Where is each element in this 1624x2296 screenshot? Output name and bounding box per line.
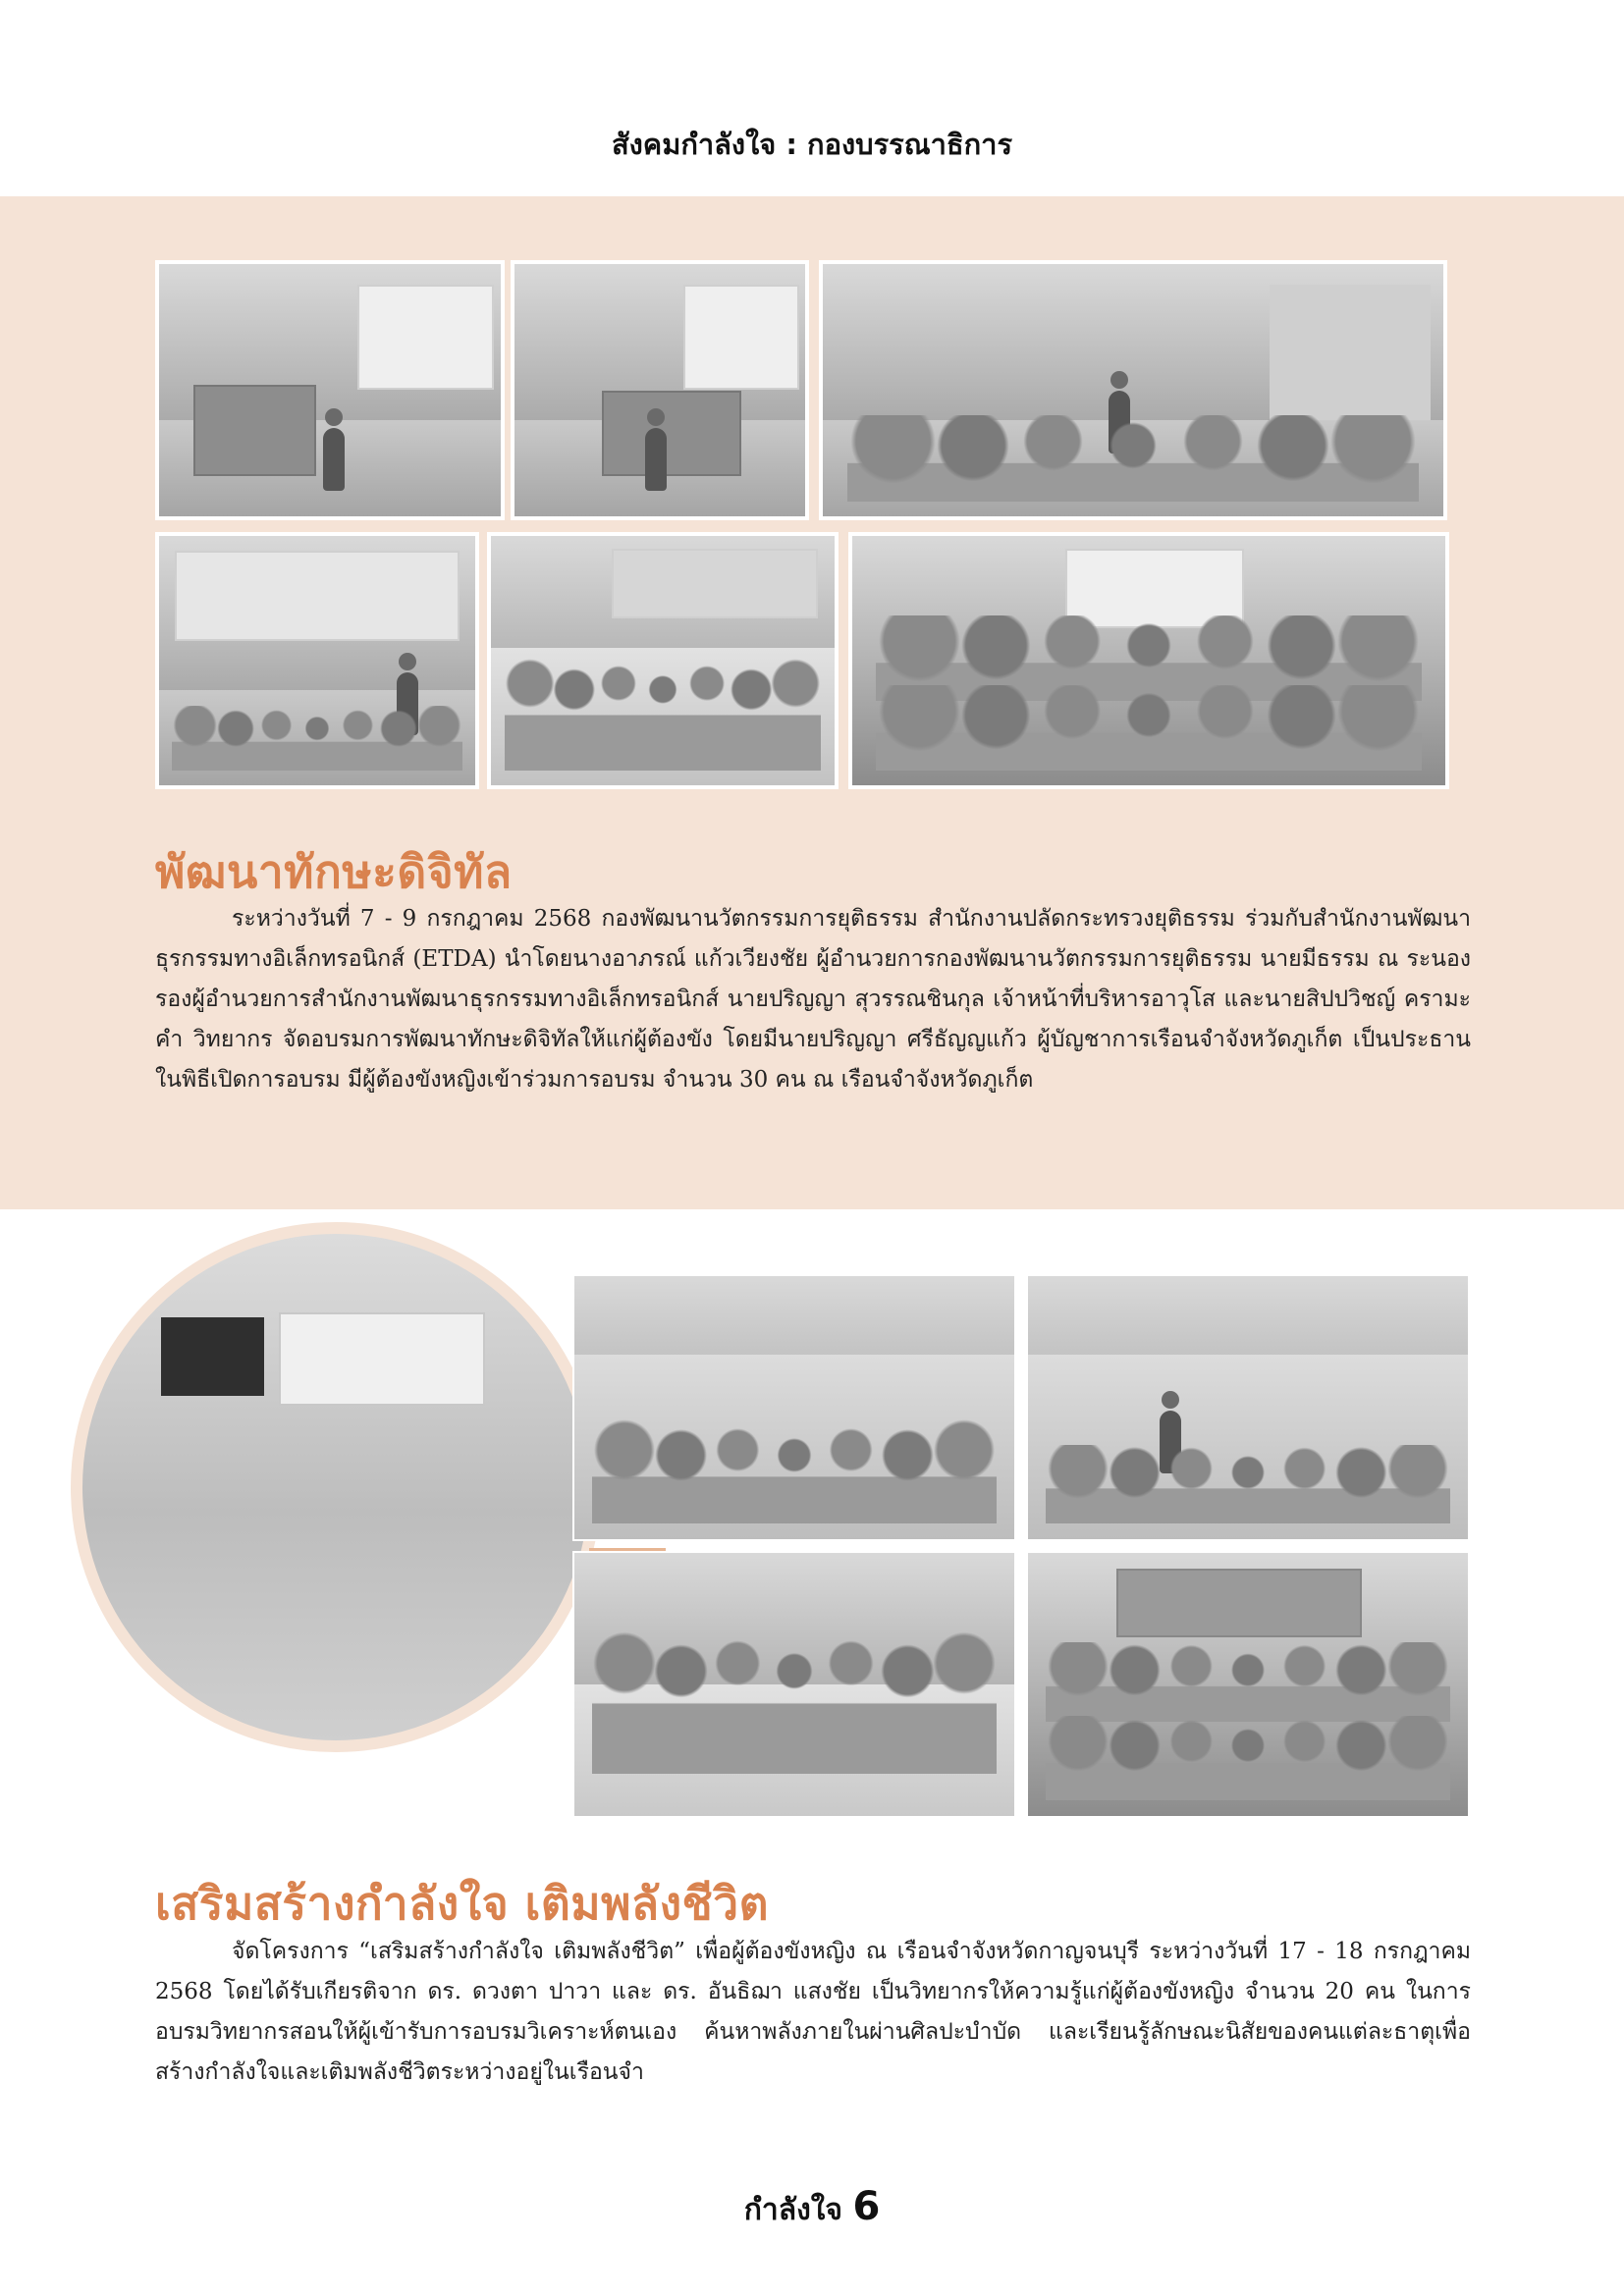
- photo-speaker-podium-2: [511, 260, 809, 520]
- section2-body: จัดโครงการ “เสริมสร้างกำลังใจ เติมพลังชีวิต” เพื่อผู้ต้องขังหญิง ณ เรือนจำจังหวัดกาญจนบุรี ระหว่างวันที่ 17 - 18 กรกฎาคม 2568 โดยได้รับเกียรติจาก ดร. ดวงตา ปาวา และ ดร. อันธิฌา แสงชัย เป็นวิทยากรให้ความรู้แก่ผู้ต้องขังหญิง จำนวน 20 คน ในการอบรมวิทยากรสอนให้ผู้เข้ารับการอบรมวิเคราะห์ตนเอง ค้นหาพลังภายในผ่านศิลปะบำบัด และเรียนรู้ลักษณะนิสัยของคนแต่ละธาตุเพื่อสร้างกำลังใจและเติมพลังชีวิตระหว่างอยู่ในเรือนจำ: [155, 1939, 1471, 2085]
- footer-label: กำลังใจ: [743, 2193, 842, 2227]
- photo-circle-speakers: [71, 1222, 601, 1752]
- photo-group-portrait-phuket: [848, 532, 1449, 789]
- page-footer: [0, 2184, 1624, 2233]
- photo-speaker-podium-1: [155, 260, 505, 520]
- photo-group-activity: [487, 532, 839, 789]
- page-number: 6: [852, 2184, 881, 2229]
- photo-art-therapy: [572, 1551, 1016, 1818]
- section1-title: พัฒนาทักษะดิจิทัล: [155, 845, 513, 898]
- section2-title: เสริมสร้างกำลังใจ เติมพลังชีวิต: [155, 1877, 769, 1930]
- section1-body: ระหว่างวันที่ 7 - 9 กรกฎาคม 2568 กองพัฒนานวัตกรรมการยุติธรรม สำนักงานปลัดกระทรวงยุติธรรม ร่วมกับสำนักงานพัฒนาธุรกรรมทางอิเล็กทรอนิกส์ (ETDA) นำโดยนางอาภรณ์ แก้วเวียงชัย ผู้อำนวยการกองพัฒนานวัตกรรมการยุติธรรม นายมีธรรม ณ ระนอง รองผู้อำนวยการสำนักงานพัฒนาธุรกรรมทางอิเล็กทรอนิกส์ นายปริญญา สุวรรณชินกุล เจ้าหน้าที่บริหารอาวุโส และนายสิปปวิชญ์ ครามะคำ วิทยากร จัดอบรมการพัฒนาทักษะดิจิทัลให้แก่ผู้ต้องขัง โดยมีนายปริญญา ศรีธัญญแก้ว ผู้บัญชาการเรือนจำจังหวัดภูเก็ต เป็นประธานในพิธีเปิดการอบรม มีผู้ต้องขังหญิงเข้าร่วมการอบรม จำนวน 30 คน ณ เรือนจำจังหวัดภูเก็ต: [155, 906, 1471, 1093]
- photo-circle-seating-2: [1026, 1274, 1470, 1541]
- page-header: สังคมกำลังใจ : กองบรรณาธิการ: [611, 128, 1013, 161]
- photo-group-portrait-kanchanaburi: [1026, 1551, 1470, 1818]
- photo-instructor-gesture: [155, 532, 479, 789]
- photo-circle-seating-1: [572, 1274, 1016, 1541]
- photo-library-session: [819, 260, 1447, 520]
